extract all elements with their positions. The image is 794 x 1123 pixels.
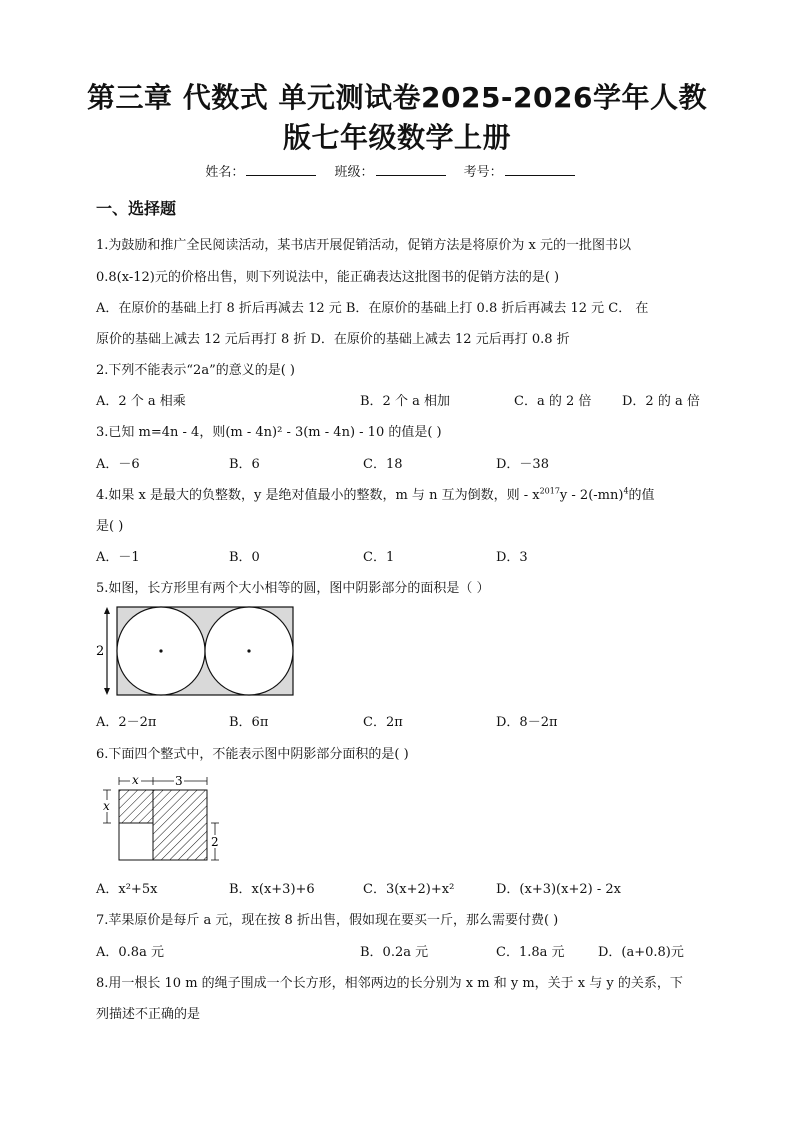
class-label: 班级： xyxy=(334,165,374,180)
q6-option-d: D．(x+3)(x+2) - 2x xyxy=(496,882,621,897)
q7-option-b: B．0.2a 元 xyxy=(360,945,429,960)
q1-line-3: A．在原价的基础上打 8 折后再减去 12 元 B．在原价的基础上打 0.8 折后再减去 12 元 C． 在 xyxy=(96,301,649,316)
q6-option-b: B．x(x+3)+6 xyxy=(229,882,315,897)
q2-option-b: B．2 个 a 相加 xyxy=(360,394,450,409)
q7-option-d: D．(a+0.8)元 xyxy=(598,945,684,960)
exam-no-label: 考号： xyxy=(463,165,503,180)
q5-stem: 5.如图，长方形里有两个大小相等的圆，图中阴影部分的面积是（ ） xyxy=(96,581,490,596)
class-blank xyxy=(376,163,446,176)
q4-option-b: B．0 xyxy=(229,550,260,565)
q5-option-c: C．2π xyxy=(363,715,403,730)
q8-line-2: 列描述不正确的是 xyxy=(96,1007,201,1022)
q6-label-3: 3 xyxy=(175,774,183,788)
q3-option-c: C．18 xyxy=(363,457,403,472)
q7-option-c: C．1.8a 元 xyxy=(496,945,565,960)
q4-option-d: D．3 xyxy=(496,550,528,565)
q5-arrowhead-top xyxy=(104,607,110,614)
q5-height-label: 2 xyxy=(96,644,105,659)
q3-stem: 3.已知 m=4n - 4，则(m - 4n)² - 3(m - 4n) - 10 的值是( ) xyxy=(96,425,442,440)
q6-blank-bottom-left xyxy=(119,823,153,860)
q5-left-center xyxy=(159,649,162,652)
q2-stem: 2.下列不能表示“2a”的意义的是( ) xyxy=(96,363,295,378)
title-line-2: 版七年级数学上册 xyxy=(282,121,511,154)
q4-stem-line-2: 是( ) xyxy=(96,519,124,534)
q1-line-1: 1.为鼓励和推广全民阅读活动，某书店开展促销活动，促销方法是将原价为 x 元的一批图书以 xyxy=(96,238,632,253)
title-line-1: 第三章 代数式 单元测试卷2025-2026学年人教 xyxy=(87,81,707,114)
q3-option-d: D．－38 xyxy=(496,457,549,472)
q4-option-a: A．－1 xyxy=(96,550,140,565)
q4-stem-part-2: y - 2(-mn) xyxy=(559,488,624,503)
q5-arrowhead-bottom xyxy=(104,688,110,695)
q4-stem-part-1: 4.如果 x 是最大的负整数，y 是绝对值最小的整数，m 与 n 互为倒数，则 - x xyxy=(96,488,540,503)
q6-hatched-top-left xyxy=(119,790,153,823)
q5-option-d: D．8－2π xyxy=(496,715,558,730)
q1-line-4: 原价的基础上减去 12 元后再打 8 折 D．在原价的基础上减去 12 元后再打 0.8 折 xyxy=(96,332,570,347)
q2-option-d: D．2 的 a 倍 xyxy=(622,394,700,409)
q6-label-2: 2 xyxy=(211,835,219,849)
q8-line-1: 8.用一根长 10 m 的绳子围成一个长方形，相邻两边的长分别为 x m 和 y m，关于 x 与 y 的关系，下 xyxy=(96,976,683,991)
q5-rectangle-circles-figure xyxy=(92,603,302,699)
q6-option-c: C．3(x+2)+x² xyxy=(363,882,455,897)
student-info-row xyxy=(0,161,794,180)
q5-right-center xyxy=(247,649,250,652)
exam-no-blank xyxy=(505,163,575,176)
q6-stem: 6.下面四个整式中，不能表示图中阴影部分面积的是( ) xyxy=(96,747,409,762)
q4-option-c: C．1 xyxy=(363,550,395,565)
name-label: 姓名： xyxy=(205,165,245,180)
section-heading: 一、选择题 xyxy=(96,199,177,218)
q7-option-a: A．0.8a 元 xyxy=(96,945,164,960)
q5-option-a: A．2－2π xyxy=(96,715,157,730)
name-blank xyxy=(246,163,316,176)
q6-label-x-left: x xyxy=(103,799,110,813)
q2-option-c: C．a 的 2 倍 xyxy=(514,394,592,409)
q4-stem-exponent-2: 4 xyxy=(623,486,629,496)
q6-hatched-right xyxy=(153,790,207,860)
q6-option-a: A．x²+5x xyxy=(96,882,158,897)
q6-square-figure xyxy=(96,772,226,866)
q4-stem-line-1 xyxy=(96,484,655,503)
q3-option-b: B．6 xyxy=(229,457,260,472)
q7-stem: 7.苹果原价是每斤 a 元，现在按 8 折出售，假如现在要买一斤，那么需要付费( ) xyxy=(96,913,559,928)
q2-option-a: A．2 个 a 相乘 xyxy=(96,394,186,409)
q5-option-b: B．6π xyxy=(229,715,269,730)
q1-line-2: 0.8(x-12)元的价格出售，则下列说法中，能正确表达这批图书的促销方法的是( ) xyxy=(96,270,560,285)
q4-stem-exponent-1: 2017 xyxy=(539,486,560,496)
q6-label-x-top: x xyxy=(132,773,139,787)
q3-option-a: A．－6 xyxy=(96,457,140,472)
q4-stem-part-3: 的值 xyxy=(628,488,655,503)
